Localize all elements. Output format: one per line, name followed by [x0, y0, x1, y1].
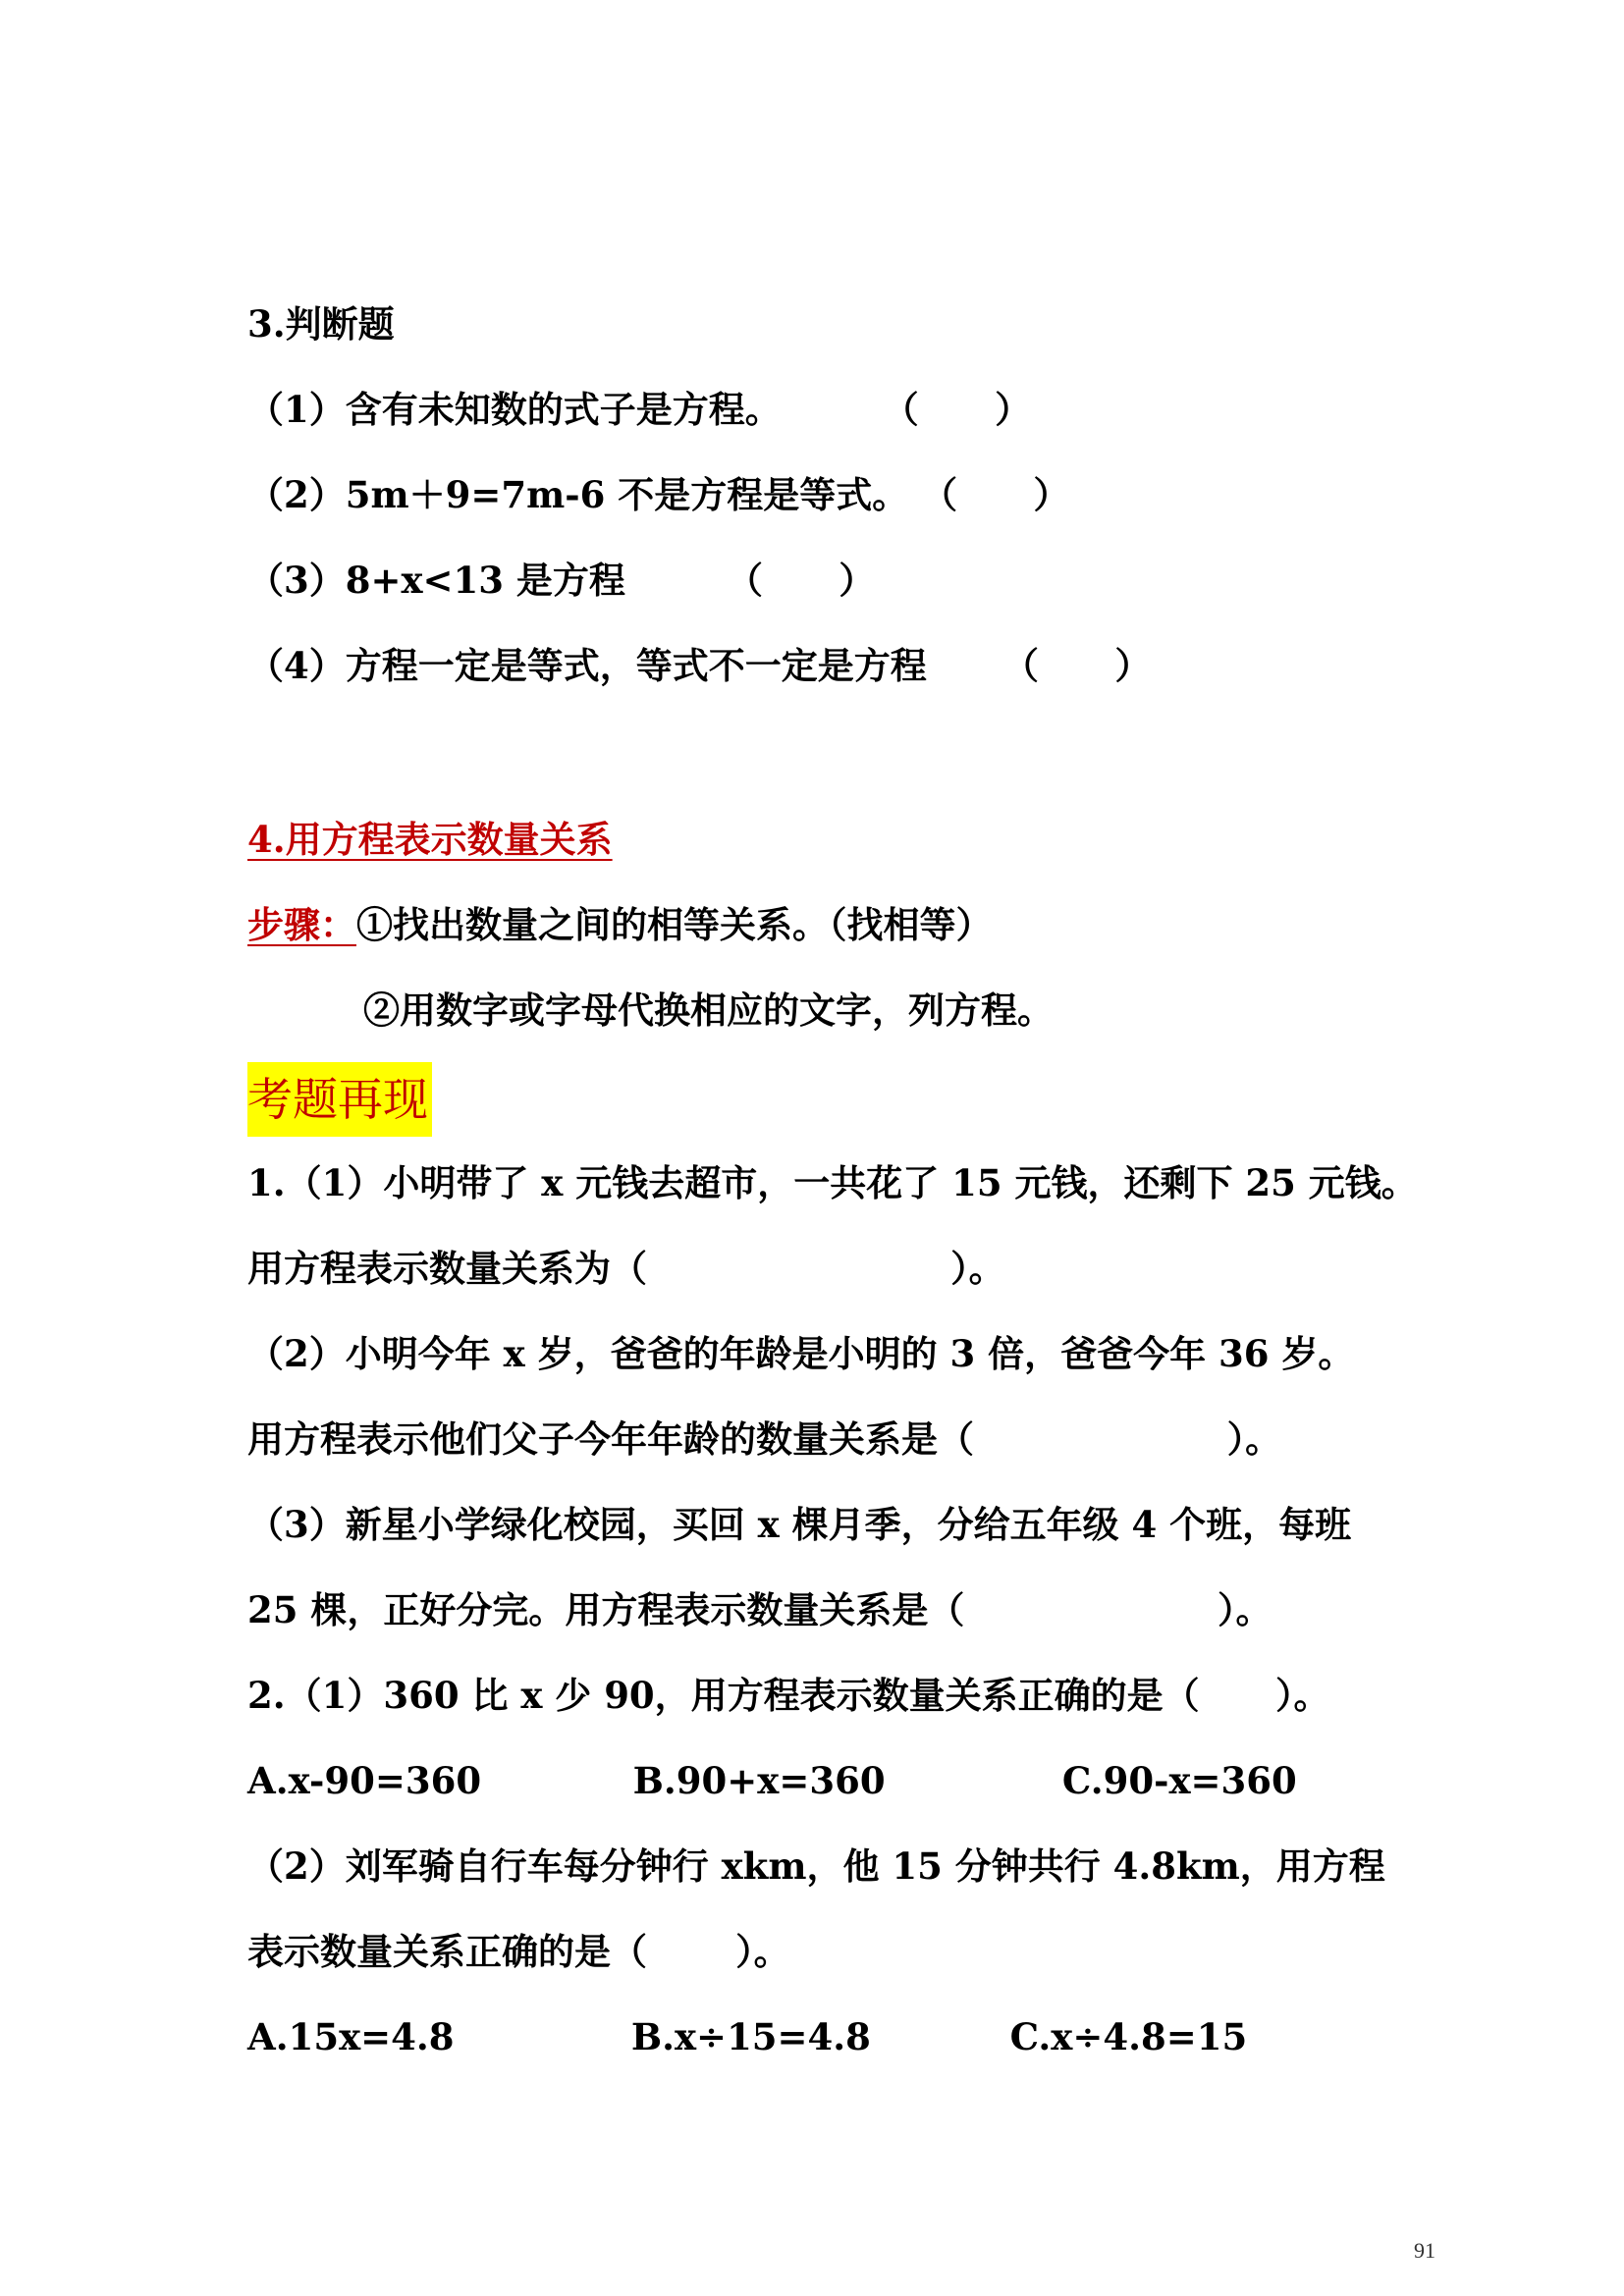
- judge-item-4: （4）方程一定是等式，等式不一定是方程 （ ）: [247, 644, 1152, 687]
- judge-item-3: （3）8+x<13 是方程 （ ）: [247, 559, 876, 602]
- exam-line-5: （3）新星小学绿化校园，买回 x 棵月季，分给五年级 4 个班，每班: [247, 1503, 1352, 1546]
- page-number: 91: [1414, 2238, 1435, 2263]
- section4-title: 4.用方程表示数量关系: [247, 818, 613, 861]
- exam-options-1: A.x-90=360 B.90+x=360 C.90-x=360: [247, 1759, 1297, 1802]
- steps-line-1: [247, 900, 993, 949]
- exam-line-4: 用方程表示他们父子今年年龄的数量关系是（ ）。: [247, 1417, 1282, 1461]
- exam-options-2: A.15x=4.8 B.x÷15=4.8 C.x÷4.8=15: [247, 2015, 1248, 2058]
- step-2: ②用数字或字母代换相应的文字，列方程。: [363, 988, 1054, 1032]
- judge-title: 3.判断题: [247, 302, 395, 346]
- exam-line-3: （2）小明今年 x 岁，爸爸的年龄是小明的 3 倍，爸爸今年 36 岁。: [247, 1332, 1355, 1375]
- judge-item-1: （1）含有未知数的式子是方程。 （ ）: [247, 388, 1032, 431]
- steps-label: 步骤：: [247, 903, 356, 946]
- exam-line-6: 25 棵，正好分完。用方程表示数量关系是（ ）。: [247, 1588, 1272, 1631]
- judge-item-2: （2）5m＋9=7m-6 不是方程是等式。 （ ）: [247, 473, 1070, 516]
- exam-line-10: 表示数量关系正确的是（ ）。: [247, 1930, 790, 1973]
- exam-line-9: （2）刘军骑自行车每分钟行 xkm，他 15 分钟共行 4.8km，用方程: [247, 1844, 1385, 1888]
- exam-tag: 考题再现: [247, 1062, 432, 1137]
- step-1: ①找出数量之间的相等关系。（找相等）: [356, 903, 993, 946]
- exam-line-7: 2.（1）360 比 x 少 90，用方程表示数量关系正确的是（ ）。: [247, 1674, 1330, 1717]
- exam-line-1: 1.（1）小明带了 x 元钱去超市，一共花了 15 元钱，还剩下 25 元钱。: [247, 1161, 1418, 1204]
- exam-line-2: 用方程表示数量关系为（ ）。: [247, 1247, 1005, 1290]
